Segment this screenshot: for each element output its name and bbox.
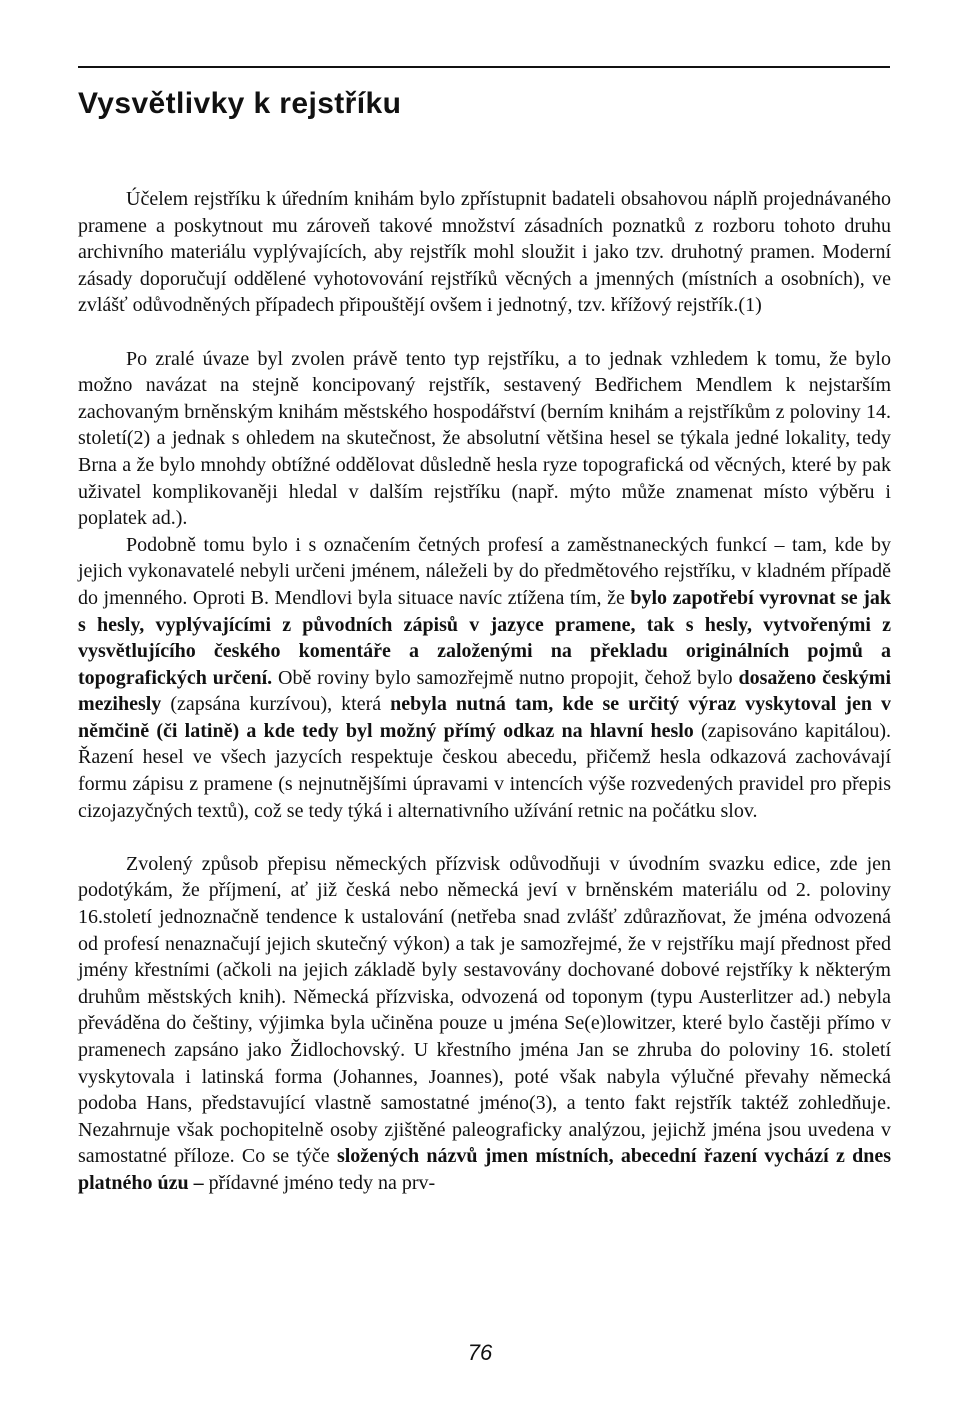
page-number: 76: [467, 1340, 493, 1365]
paragraph-3-text-4: (zapisováno kapitálou). Řazení hesel ve všech jazycích respektuje českou abecedu, přičemž hesla odkazová zachovávají formu zápisu z pramene (s nejnutnějšími úpravami v intencích výše rozvedených pravidel pro přepis cizojazyčných textů), což se tedy týká i alternativního užívání retnic na počátku slov.: [78, 719, 892, 822]
paragraph-1: Účelem rejstříku k úředním knihám bylo zpřístupnit badateli obsahovou náplň projednávaného pramene a poskytnout mu zároveň takové množství zásadních poznatků z rozboru tohoto druhu archivního materiálu vyplývajících, aby rejstřík mohl sloužit i jako tzv. druhotný pramen. Moderní zásady doporučují oddělené vyhotovování rejstříků věcných a jmenných (místních a osobních), ve zvlášť odůvodněných případech připouštějí ovšem i jednotný, tzv. křížový rejstřík.(1): [78, 188, 891, 317]
paragraph-3-text-3: (zapsána kurzívou), která: [161, 693, 391, 716]
paragraph-3-bold-1: bylo zapotřebí vyrovnat se jak s hesly, vyplývajícími z původních zápisů v jazyce pramene, tak s hesly, vytvořenými z vysvětlujícího českého komentáře a založenými na překladu originálních pojmů a topografických určení.: [78, 586, 891, 689]
paragraph-4-text-2: přídavné jméno tedy na prv-: [203, 1171, 436, 1194]
paragraph-3: [78, 532, 891, 825]
paragraph-3-text-1: Podobně tomu bylo i s označením četných profesí a zaměstnaneckých funkcí – tam, kde by jejich vykonavatelé nebyli určeni jménem, náleželi by do předmětového rejstříku, v kladném případě do jmenného. Oproti B. Mendlovi byla situace navíc ztížena tím, že: [78, 533, 891, 609]
paragraph-3-text-2: Obě roviny bylo samozřejmě nutno propojit, čehož bylo: [272, 666, 739, 689]
paragraph-2: Po zralé úvaze byl zvolen právě tento typ rejstříku, a to jednak vzhledem k tomu, že bylo možno navázat na stejně koncipovaný rejstřík, sestavený Bedřichem Mendlem k nejstarším zachovaným brněnským knihám městského hospodářství (berním knihám a rejstříkům z poloviny 14. století(2) a jednak s ohledem na skutečnost, že absolutní většina hesel se týkala jedné lokality, tedy Brna a že bylo mnohdy obtížné oddělovat důsledně hesla ryze topografická od věcných, které by pak uživatel komplikovaněji hledal v dalším rejstříku (např. mýto může znamenat místo výběru i poplatek ad.).: [78, 347, 891, 530]
top-rule: [78, 66, 890, 68]
page-title: Vysvětlivky k rejstříku: [78, 87, 402, 120]
paragraph-4-text-1: Zvolený způsob přepisu německých přízvisk odůvodňuji v úvodním svazku edice, zde jen podotýkám, že příjmení, ať již česká nebo německá jeví v brněnském materiálu od 2. poloviny 16.století jednoznačně tendence k ustalování (netřeba snad zvlášť zdůrazňovat, že jména odvozená od profesí nenaznačují jejich skutečný výkon) a tak je samozřejmé, že v rejstříku mají přednost před jmény křestními (ačkoli na jejich základě byly sestavovány dochované dobové rejstříky k některým druhům městských knih). Německá přízviska, odvozená od toponym (typu Austerlitzer ad.) nebyla převáděna do češtiny, výjimka byla učiněna pouze u jména Se(e)lowitzer, které bylo častěji přímo v pramenech zapsáno jako Židlochovský. U křestního jména Jan se zhruba do poloviny 16. století vyskytovala i latinská forma (Johannes, Joannes), poté však nabyla výlučné převahy německá podoba Hans, představující vlastně samostatné jméno(3), a tento fakt rejstřík taktéž zohledňuje. Nezahrnuje však pochopitelně osoby zjištěné paleograficky analýzou, jejichž jména jsou uvedena v samostatné příloze. Co se týče: [78, 852, 891, 1168]
paragraph-4-bold-1: složených názvů jmen místních, abecední řazení vychází z dnes platného úzu –: [78, 1145, 891, 1194]
paragraph-4: [78, 851, 891, 1197]
paragraph-3-bold-2: dosaženo českými mezihesly: [78, 666, 891, 716]
paragraph-3-bold-3: nebyla nutná tam, kde se určitý výraz vyskytoval jen v němčině (či latině) a kde tedy byl možný přímý odkaz na hlavní heslo: [78, 693, 891, 742]
main-text: [78, 186, 891, 1197]
